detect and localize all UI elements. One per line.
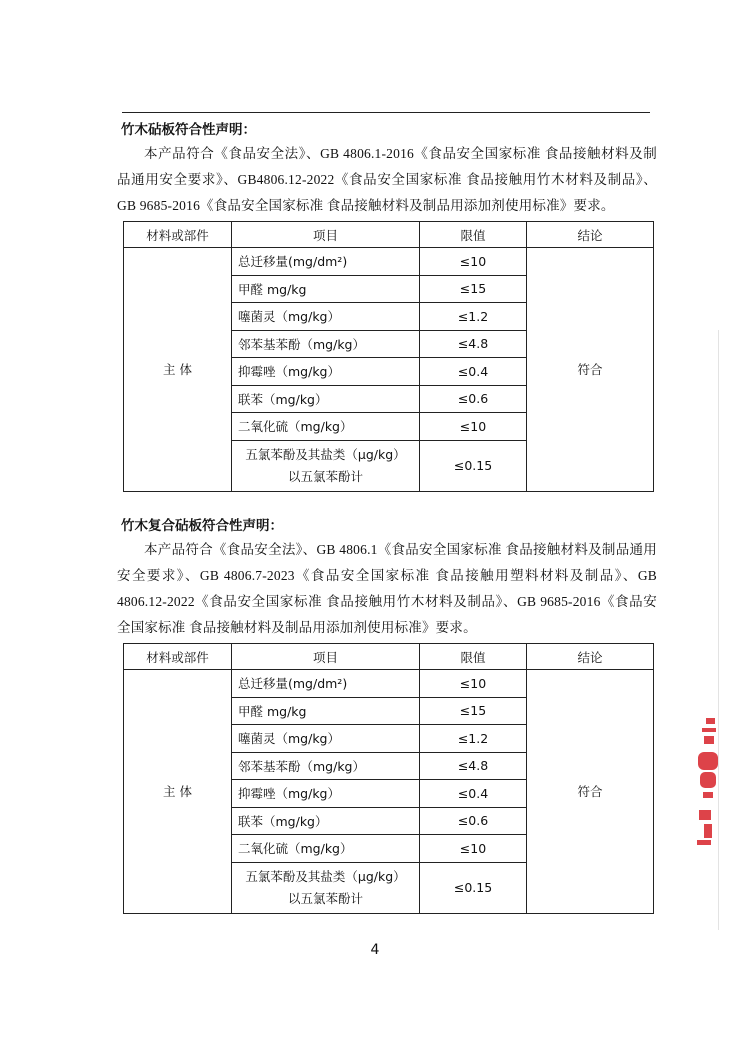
table-row xyxy=(124,248,654,276)
item-cell xyxy=(232,862,420,913)
item-cell: 总迁移量(mg/dm²) xyxy=(232,670,420,698)
col-header-limit: 限值 xyxy=(420,644,527,670)
item-cell: 联苯（mg/kg） xyxy=(232,385,420,413)
item-cell xyxy=(232,440,420,491)
col-header-material: 材料或部件 xyxy=(124,644,232,670)
compliance-table xyxy=(123,643,654,914)
col-header-limit: 限值 xyxy=(420,222,527,248)
limit-cell: ≤15 xyxy=(420,275,527,303)
col-header-item: 项目 xyxy=(232,644,420,670)
header-rule xyxy=(122,112,650,113)
limit-cell: ≤10 xyxy=(420,670,527,698)
item-line: 五氯苯酚及其盐类（μg/kg） xyxy=(245,868,406,884)
item-cell: 甲醛 mg/kg xyxy=(232,697,420,725)
limit-cell: ≤0.6 xyxy=(420,807,527,835)
item-cell: 邻苯基苯酚（mg/kg） xyxy=(232,752,420,780)
compliance-paragraph: 本产品符合《食品安全法》、GB 4806.1《食品安全国家标准 食品接触材料及制品通用安全要求》、GB 4806.7-2023《食品安全国家标准 食品接触用塑料材料及制品》、GB 4806.12-2022《食品安全国家标准 食品接触用竹木材料及制品》、GB 9685-2016《食品安全国家标准 食品接触材料及制品用添加剂使用标准》要求。 xyxy=(117,542,657,635)
item-cell: 二氧化硫（mg/kg） xyxy=(232,835,420,863)
limit-cell: ≤0.4 xyxy=(420,358,527,386)
col-header-material: 材料或部件 xyxy=(124,222,232,248)
limit-cell: ≤10 xyxy=(420,248,527,276)
item-cell: 噻菌灵（mg/kg） xyxy=(232,303,420,331)
item-cell: 邻苯基苯酚（mg/kg） xyxy=(232,330,420,358)
item-line: 以五氯苯酚计 xyxy=(287,890,363,906)
item-cell: 甲醛 mg/kg xyxy=(232,275,420,303)
col-header-conclusion: 结论 xyxy=(527,222,654,248)
item-line: 以五氯苯酚计 xyxy=(287,468,363,484)
item-cell: 总迁移量(mg/dm²) xyxy=(232,248,420,276)
table-row xyxy=(124,670,654,698)
item-cell: 抑霉唑（mg/kg） xyxy=(232,780,420,808)
section-heading: 竹木砧板符合性声明： xyxy=(121,122,256,137)
item-cell: 二氧化硫（mg/kg） xyxy=(232,413,420,441)
col-header-item: 项目 xyxy=(232,222,420,248)
page-number: 4 xyxy=(370,942,380,958)
material-cell: 主 体 xyxy=(124,248,232,492)
limit-cell: ≤1.2 xyxy=(420,303,527,331)
col-header-conclusion: 结论 xyxy=(527,644,654,670)
material-cell: 主 体 xyxy=(124,670,232,914)
limit-cell: ≤1.2 xyxy=(420,725,527,753)
limit-cell: ≤0.4 xyxy=(420,780,527,808)
section-heading: 竹木复合砧板符合性声明： xyxy=(121,518,283,533)
table-header-row xyxy=(124,644,654,670)
table-header-row xyxy=(124,222,654,248)
item-cell: 噻菌灵（mg/kg） xyxy=(232,725,420,753)
limit-cell: ≤4.8 xyxy=(420,330,527,358)
compliance-paragraph: 本产品符合《食品安全法》、GB 4806.1-2016《食品安全国家标准 食品接触材料及制品通用安全要求》、GB4806.12-2022《食品安全国家标准 食品接触用竹木材料及制品》、GB 9685-2016《食品安全国家标准 食品接触材料及制品用添加剂使用标准》要求。 xyxy=(117,146,657,213)
limit-cell: ≤0.15 xyxy=(420,440,527,491)
limit-cell: ≤10 xyxy=(420,835,527,863)
item-line: 五氯苯酚及其盐类（μg/kg） xyxy=(245,446,406,462)
compliance-table xyxy=(123,221,654,492)
conclusion-cell: 符合 xyxy=(527,670,654,914)
seal-stamp xyxy=(694,718,720,848)
limit-cell: ≤10 xyxy=(420,413,527,441)
limit-cell: ≤15 xyxy=(420,697,527,725)
section-bamboo-composite-cutting-board xyxy=(117,518,657,914)
item-cell: 抑霉唑（mg/kg） xyxy=(232,358,420,386)
section-bamboo-cutting-board xyxy=(117,122,657,492)
limit-cell: ≤4.8 xyxy=(420,752,527,780)
conclusion-cell: 符合 xyxy=(527,248,654,492)
item-cell: 联苯（mg/kg） xyxy=(232,807,420,835)
limit-cell: ≤0.15 xyxy=(420,862,527,913)
limit-cell: ≤0.6 xyxy=(420,385,527,413)
